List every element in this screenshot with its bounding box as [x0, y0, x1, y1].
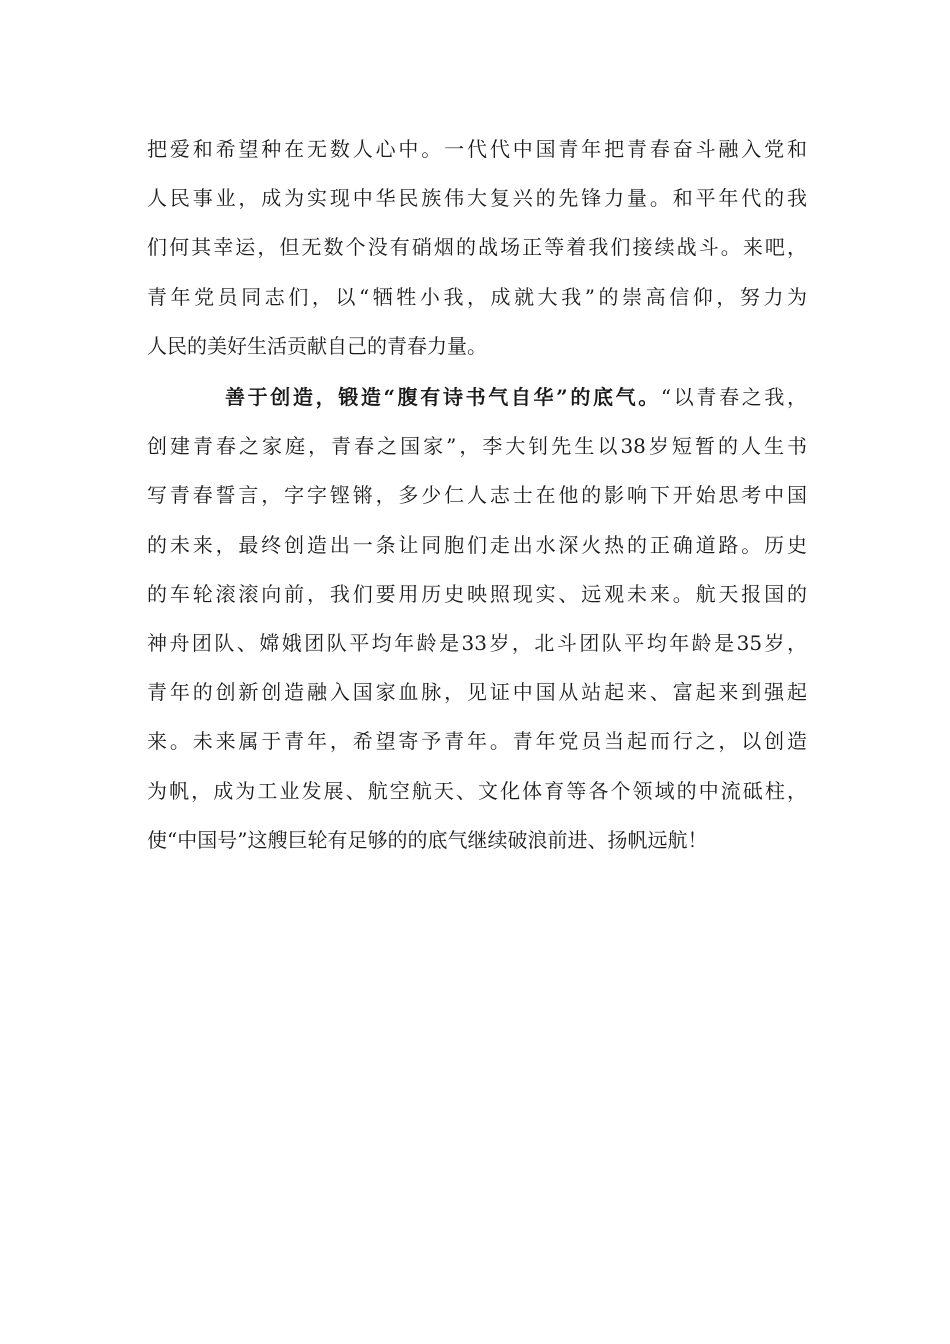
paragraph-line: 的未来，最终创造出一条让同胞们走出水深火热的正确道路。历史	[147, 532, 807, 557]
paragraph-line: 为帆，成为工业发展、航空航天、文化体育等各个领域的中流砥柱，	[147, 778, 807, 803]
paragraph-line: 神舟团队、嫦娥团队平均年龄是33岁，北斗团队平均年龄是35岁，	[147, 630, 807, 655]
paragraph-line: 们何其幸运，但无数个没有硝烟的战场正等着我们接续战斗。来吧，	[147, 235, 807, 260]
paragraph-line: 青年党员同志们，以“牺牲小我，成就大我”的崇高信仰，努力为	[147, 284, 807, 309]
paragraph-line: 人民的美好生活贡献自己的青春力量。	[147, 333, 487, 358]
paragraph-line: 来。未来属于青年，希望寄予青年。青年党员当起而行之，以创造	[147, 729, 807, 754]
paragraph-2	[147, 373, 807, 865]
paragraph-line: 使“中国号”这艘巨轮有足够的的底气继续破浪前进、扬帆远航！	[147, 827, 708, 852]
paragraph-first-line-rest: “以青春之我，	[660, 385, 807, 409]
paragraph-line: 写青春誓言，字字铿锵，多少仁人志士在他的影响下开始思考中国	[147, 483, 807, 508]
paragraph-heading: 善于创造，锻造“腹有诗书气自华”的底气。	[225, 385, 661, 409]
paragraph-line: 把爱和希望种在无数人心中。一代代中国青年把青春奋斗融入党和	[147, 137, 807, 161]
paragraph-line: 创建青春之家庭，青春之国家”，李大钊先生以38岁短暂的人生书	[147, 434, 807, 459]
paragraph-1	[147, 125, 807, 371]
paragraph-line: 的车轮滚滚向前，我们要用历史映照现实、远观未来。航天报国的	[147, 581, 807, 606]
paragraph-line: 青年的创新创造融入国家血脉，见证中国从站起来、富起来到强起	[147, 680, 807, 705]
paragraph-first-line	[147, 373, 807, 422]
paragraph-line: 人民事业，成为实现中华民族伟大复兴的先锋力量。和平年代的我	[147, 186, 807, 211]
